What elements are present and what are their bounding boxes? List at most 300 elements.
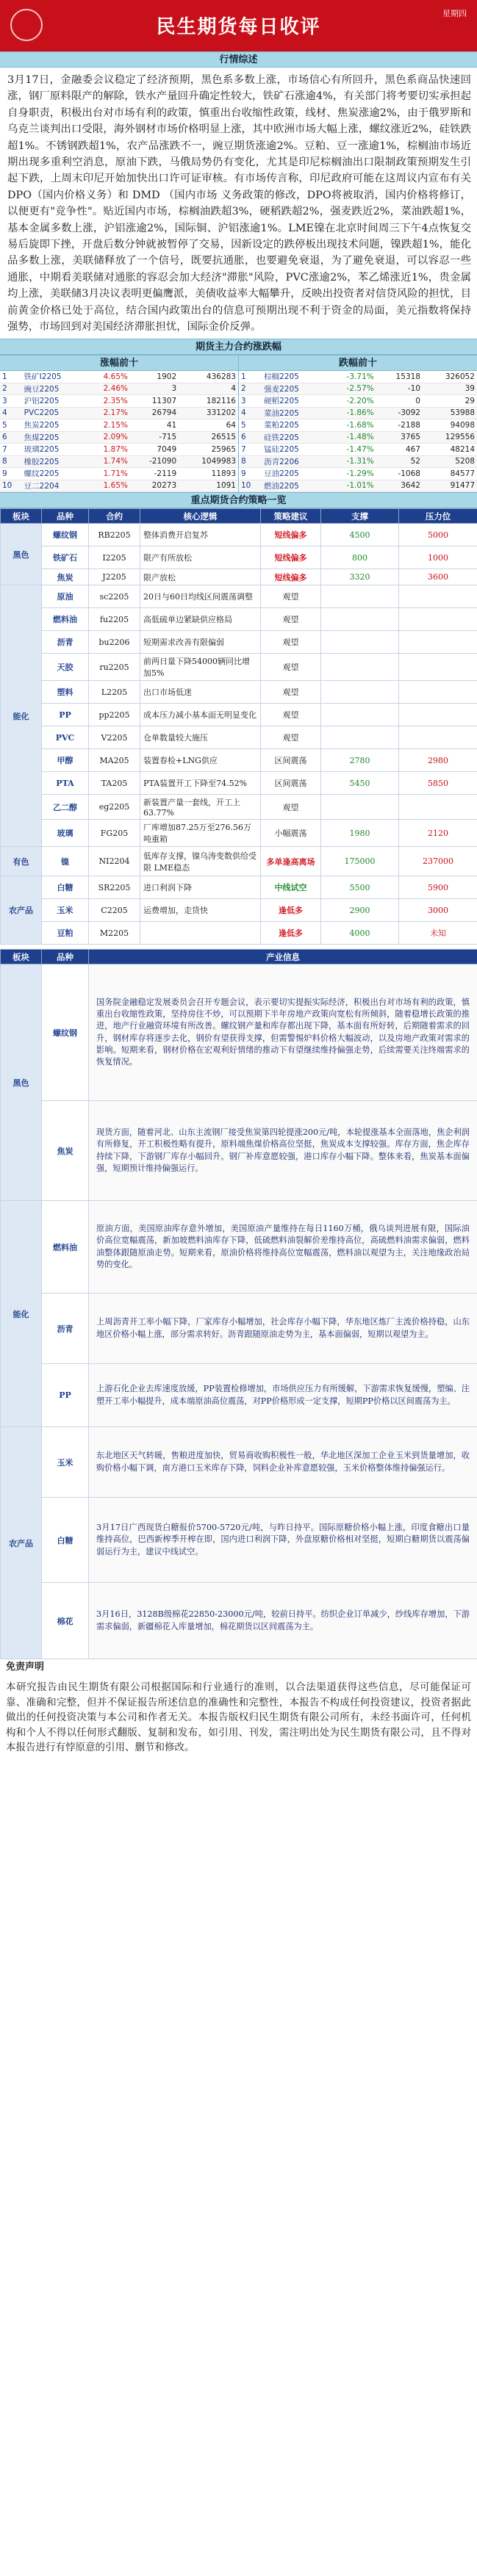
strategy-row <box>1 546 477 569</box>
support-cell <box>321 681 399 704</box>
strategy-col-header: 合约 <box>89 509 140 524</box>
product-cell: 天胶 <box>42 654 89 681</box>
industry-product-cell: 焦炭 <box>42 1101 89 1201</box>
loser-contract: 棕榈2205 <box>262 371 325 383</box>
gainer-rank: 9 <box>0 468 22 480</box>
strategy-col-header: 策略建议 <box>261 509 321 524</box>
gainer-rank: 8 <box>0 455 22 468</box>
gainer-change: 2.17% <box>86 407 130 419</box>
industry-row <box>1 1498 477 1583</box>
gainer-change: 2.46% <box>86 383 130 395</box>
strategy-row <box>1 899 477 922</box>
logic-cell: 成本压力减小基本面无明显变化 <box>140 704 261 726</box>
loser-volume-change: -10 <box>376 383 423 395</box>
gainer-open-interest: 182116 <box>179 395 238 408</box>
strategy-row <box>1 631 477 654</box>
contract-cell: J2205 <box>89 569 140 585</box>
logic-cell: 限产放松 <box>140 569 261 585</box>
strategy-row <box>1 847 477 876</box>
gainer-open-interest: 436283 <box>179 371 238 383</box>
advice-cell: 观望 <box>261 704 321 726</box>
loser-change: -1.29% <box>325 468 376 480</box>
support-cell: 5500 <box>321 876 399 899</box>
resistance-cell <box>399 704 477 726</box>
resistance-cell: 3000 <box>399 899 477 922</box>
loser-rank: 6 <box>239 431 262 444</box>
loser-rank: 1 <box>239 371 262 383</box>
gainer-contract: 焦炭2205 <box>22 419 86 432</box>
gainer-contract: 沪铝2205 <box>22 395 86 408</box>
loser-row <box>239 455 477 468</box>
loser-open-interest: 94098 <box>423 419 477 432</box>
loser-row <box>239 419 477 432</box>
loser-row <box>239 444 477 456</box>
support-cell <box>321 704 399 726</box>
strategy-row <box>1 608 477 631</box>
gainer-contract: 豌豆2205 <box>22 383 86 395</box>
product-cell: 螺纹钢 <box>42 524 89 546</box>
product-cell: 焦炭 <box>42 569 89 585</box>
industry-row <box>1 1427 477 1498</box>
gainer-volume-change: 1902 <box>130 371 179 383</box>
gainer-change: 1.74% <box>86 455 130 468</box>
loser-volume-change: 15318 <box>376 371 423 383</box>
loser-change: -1.31% <box>325 455 376 468</box>
gainer-rank: 7 <box>0 444 22 456</box>
logic-cell: 装置春检+LNG供应 <box>140 749 261 772</box>
industry-product-cell: PP <box>42 1364 89 1427</box>
contract-cell: V2205 <box>89 726 140 749</box>
sector-cell: 有色 <box>1 847 42 876</box>
strategy-heading: 重点期货合约策略一览 <box>0 492 477 508</box>
support-cell: 3320 <box>321 569 399 585</box>
logic-cell: 整体消费开启复苏 <box>140 524 261 546</box>
industry-info-text: 3月16日，3128B级棉花22850-23000元/吨，较前日持平。纺织企业订单减少，纱线库存增加，下游需求偏弱，新疆棉花入库量增加，棉花期货以区间震荡为主。 <box>96 1609 470 1631</box>
strategy-row <box>1 524 477 546</box>
support-cell: 1980 <box>321 820 399 847</box>
loser-volume-change: 467 <box>376 444 423 456</box>
sector-cell: 农产品 <box>1 876 42 945</box>
advice-cell: 区间震荡 <box>261 749 321 772</box>
product-cell: PVC <box>42 726 89 749</box>
support-cell <box>321 654 399 681</box>
gainers-column <box>0 355 238 493</box>
gainer-volume-change: -21090 <box>130 455 179 468</box>
industry-col-header: 板块 <box>1 950 42 964</box>
strategy-row <box>1 726 477 749</box>
strategy-col-header: 压力位 <box>399 509 477 524</box>
industry-info-text: 上游石化企业去库速度放缓，PP装置检修增加，市场供应压力有所缓解，下游需求恢复缓慢，塑编、注塑开工率小幅提升，成本端原油高位震荡，对PP价格形成一定支撑，短期PP价格以区间震荡为主。 <box>96 1384 470 1406</box>
industry-row <box>1 1583 477 1659</box>
gainer-volume-change: 41 <box>130 419 179 432</box>
strategy-row <box>1 569 477 585</box>
advice-cell: 多单逢高离场 <box>261 847 321 876</box>
gainer-row <box>0 468 238 480</box>
resistance-cell: 5900 <box>399 876 477 899</box>
loser-change: -1.47% <box>325 444 376 456</box>
gainer-change: 1.71% <box>86 468 130 480</box>
industry-info-cell <box>89 1294 477 1364</box>
advice-cell: 观望 <box>261 585 321 608</box>
support-cell: 4000 <box>321 922 399 945</box>
disclaimer-text: 本研究报告由民生期货有限公司根据国际和行业通行的准则，以合法渠道获得这些信息，尽可能保证可靠、准确和完整，但并不保证报告所述信息的准确性和完整性，本报告不构成任何投资建议，投资者据此做出的任何投资决策与本公司和作者无关。本报告版权归民生期货有限公司所有，未经书面许可，任何机构和个人不得以任何形式翻版、复制和发布，如引用、刊发，需注明出处为民生期货有限公司，且不得对本报告进行有悖原意的引用、删节和修改。 <box>6 1681 471 1753</box>
loser-volume-change: -1068 <box>376 468 423 480</box>
product-cell: 原油 <box>42 585 89 608</box>
loser-rank: 10 <box>239 480 262 492</box>
loser-change: -1.01% <box>325 480 376 492</box>
logic-cell: 新装置产量一套线，开工上63.77% <box>140 795 261 820</box>
gainer-contract: 橡胶2205 <box>22 455 86 468</box>
gainer-change: 1.65% <box>86 480 130 492</box>
product-cell: 豆粕 <box>42 922 89 945</box>
industry-row <box>1 964 477 1101</box>
strategy-row <box>1 820 477 847</box>
industry-info-cell <box>89 964 477 1101</box>
contract-cell: MA205 <box>89 749 140 772</box>
loser-rank: 7 <box>239 444 262 456</box>
logic-cell <box>140 922 261 945</box>
advice-cell: 小幅震荡 <box>261 820 321 847</box>
loser-change: -3.71% <box>325 371 376 383</box>
loser-change: -2.20% <box>325 395 376 408</box>
gainer-row <box>0 444 238 456</box>
advice-cell: 逢低多 <box>261 922 321 945</box>
industry-info-cell <box>89 1364 477 1427</box>
industry-info-text: 现货方面，随着河北、山东主流钢厂接受焦炭第四轮提涨200元/吨，本轮提涨基本全面落地，焦企利润有所修复，开工积极性略有提升，原料端焦煤价格高位坚挺，焦炭成本支撑较强。库存方面，焦企库存持续下降，下游钢厂库存小幅回升。钢厂补库意愿较强，港口库存小幅下降。整体来看，焦炭基本面偏强，短期预计维持偏强运行。 <box>96 1128 470 1173</box>
support-cell <box>321 608 399 631</box>
contract-cell: FG205 <box>89 820 140 847</box>
industry-product-cell: 棉花 <box>42 1583 89 1659</box>
advice-cell: 短线偏多 <box>261 569 321 585</box>
resistance-cell: 2120 <box>399 820 477 847</box>
gainer-row <box>0 480 238 492</box>
strategy-row <box>1 876 477 899</box>
industry-info-cell <box>89 1101 477 1201</box>
gainer-volume-change: 20273 <box>130 480 179 492</box>
loser-open-interest: 5208 <box>423 455 477 468</box>
gainer-open-interest: 1091 <box>179 480 238 492</box>
loser-rank: 8 <box>239 455 262 468</box>
contract-cell: L2205 <box>89 681 140 704</box>
support-cell <box>321 631 399 654</box>
resistance-cell <box>399 681 477 704</box>
gainer-volume-change: 7049 <box>130 444 179 456</box>
strategy-col-header: 板块 <box>1 509 42 524</box>
market-review-text: 3月17日，金融委会议稳定了经济预期，黑色系多数上涨，市场信心有所回升，黑色系商品快速回涨，钢厂原料限产的解除，铁水产量回升确定性较大，铁矿石涨逾4%，有关部门将考要切实承担起自身职责，积极出台对市场有利的政策，慎重出台收缩性政策，线材、焦炭涨逾2%，由于俄罗斯和乌克兰谈判出口受限，海外钢材市场价格明显上涨，其中欧洲市场大幅上涨，螺纹涨近2%，硅铁跌超1%。不锈钢跌超1%，农产品涨跌不一，豌豆期货涨逾2%。豆粕、豆一涨逾1%，棕榈油市场近期出现多重利空消息，原油下跌，马俄局势仍有变化，尤其是印尼棕榈油出口限制政策预期发生引起下跌，上周末印尼开始加快出口许可证审核。有市场传言称，印尼政府可能在这周议内宣布有关 DPO（国内价格义务）和 DMD （国内市场 义务政策的修改，DPO将被取消，国内价格将修订，以便更有"竞争性"。贴近国内市场，棕榈油跌超3%，硬稻跌超2%，强麦跌近2%，菜油跌超1%，基本金属多数上涨，沪铝涨逾2%，国际铜、沪铝涨逾1%。LME镍在北京时间周三下午4点恢复交易后旋即下挫，开盘后数分钟就被暂停了交易，因新设定的跌停板出现技术问题，镍跌超1%，能化品多数上涨，美联储释放了一个信号，既要抗通胀，也要避免衰退，为了避免衰退，可以容忍一些通胀，中期看美联储对通胀的容忍会加大经济"滞胀"风险，PVC涨逾2%，苯乙烯涨近1%，贵金属均上涨，美联储3月决议表明更偏鹰派，美债收益率大幅攀升，反映出投资者对信贷风险的担忧，目前黄金价格已处于高位，结合国内政策出台的信息可预期出现不利于资金的局面，美元指数将保持强势，市场回到对美国经济滞胀担忧，国际金价反弹。 <box>7 74 471 333</box>
strategy-row <box>1 795 477 820</box>
gainers-heading: 涨幅前十 <box>0 355 238 371</box>
industry-product-cell: 玉米 <box>42 1427 89 1498</box>
gainer-row <box>0 371 238 383</box>
product-cell: 铁矿石 <box>42 546 89 569</box>
resistance-cell: 未知 <box>399 922 477 945</box>
industry-sector-cell: 能化 <box>1 1201 42 1427</box>
loser-volume-change: 3765 <box>376 431 423 444</box>
gainer-contract: 螺纹2205 <box>22 468 86 480</box>
loser-rank: 9 <box>239 468 262 480</box>
product-cell: 乙二醇 <box>42 795 89 820</box>
gainer-volume-change: 11307 <box>130 395 179 408</box>
gainer-open-interest: 25965 <box>179 444 238 456</box>
gainer-volume-change: -2119 <box>130 468 179 480</box>
industry-col-header: 品种 <box>42 950 89 964</box>
gainer-change: 1.87% <box>86 444 130 456</box>
loser-contract: 硬稻2205 <box>262 395 325 408</box>
loser-row <box>239 407 477 419</box>
advice-cell: 观望 <box>261 608 321 631</box>
loser-contract: 沥青2206 <box>262 455 325 468</box>
contract-cell: pp2205 <box>89 704 140 726</box>
gainer-change: 4.65% <box>86 371 130 383</box>
gainer-rank: 4 <box>0 407 22 419</box>
report-header <box>0 0 477 51</box>
logic-cell: 前两日量下降54000辆同比增加5% <box>140 654 261 681</box>
loser-rank: 4 <box>239 407 262 419</box>
loser-open-interest: 326052 <box>423 371 477 383</box>
gainer-open-interest: 11893 <box>179 468 238 480</box>
product-cell: 玉米 <box>42 899 89 922</box>
contract-cell: RB2205 <box>89 524 140 546</box>
strategy-col-header: 支撑 <box>321 509 399 524</box>
loser-contract: 强麦2205 <box>262 383 325 395</box>
industry-info-cell <box>89 1583 477 1659</box>
report-title: 民生期货每日收评 <box>156 16 321 38</box>
logic-cell: 高低硫单边紧缺供应格局 <box>140 608 261 631</box>
loser-contract: 锰硅2205 <box>262 444 325 456</box>
logic-cell: 20日与60日均线区间震荡调整 <box>140 585 261 608</box>
loser-change: -1.86% <box>325 407 376 419</box>
contract-cell: fu2205 <box>89 608 140 631</box>
resistance-cell <box>399 608 477 631</box>
gainer-change: 2.35% <box>86 395 130 408</box>
gainer-change: 2.15% <box>86 419 130 432</box>
gainer-rank: 3 <box>0 395 22 408</box>
advice-cell: 观望 <box>261 726 321 749</box>
weekday-label: 星期四 <box>442 9 467 18</box>
gainer-open-interest: 26515 <box>179 431 238 444</box>
loser-row <box>239 383 477 395</box>
gainer-row <box>0 419 238 432</box>
contract-cell: bu2206 <box>89 631 140 654</box>
industry-info-text: 国务院金融稳定发展委员会召开专题会议，表示要切实提振实际经济，积极出台对市场有利的政策，慎重出台收缩性政策，坚持房住不炒，可以预期下半年房地产政策向宽松有所倾斜，随着稳增长政策的推进，地产行业融资环境有所改善。螺纹钢产量和库存都出现下降，基本面有所好转，后期随着需求的回升，钢材库存将逐步去化，钢价有望获得支撑，但需警惕炉料价格大幅波动，以及房地产政策对需求的影响。短期来看，钢材价格在宏观利好情绪的推动下有望继续维持偏强走势，后续需要关注终端需求的恢复情况。 <box>96 997 470 1067</box>
industry-row <box>1 1294 477 1364</box>
strategy-row <box>1 585 477 608</box>
product-cell: 燃料油 <box>42 608 89 631</box>
loser-row <box>239 480 477 492</box>
resistance-cell <box>399 654 477 681</box>
strategy-row <box>1 772 477 795</box>
contract-cell: I2205 <box>89 546 140 569</box>
industry-row <box>1 1364 477 1427</box>
gainer-contract: 豆二2204 <box>22 480 86 492</box>
gainer-rank: 5 <box>0 419 22 432</box>
gainer-open-interest: 64 <box>179 419 238 432</box>
support-cell: 175000 <box>321 847 399 876</box>
support-cell: 4500 <box>321 524 399 546</box>
product-cell: PP <box>42 704 89 726</box>
support-cell <box>321 585 399 608</box>
support-cell: 2780 <box>321 749 399 772</box>
loser-rank: 5 <box>239 419 262 432</box>
product-cell: 沥青 <box>42 631 89 654</box>
contract-cell: ru2205 <box>89 654 140 681</box>
loser-change: -2.57% <box>325 383 376 395</box>
top-movers-heading: 期货主力合约涨跌幅 <box>0 339 477 355</box>
industry-col-header: 产业信息 <box>89 950 477 964</box>
resistance-cell <box>399 795 477 820</box>
advice-cell: 观望 <box>261 681 321 704</box>
loser-contract: 菜粕2205 <box>262 419 325 432</box>
resistance-cell <box>399 585 477 608</box>
industry-info-cell <box>89 1498 477 1583</box>
gainer-contract: 焦煤2205 <box>22 431 86 444</box>
logic-cell: 进口利润下降 <box>140 876 261 899</box>
loser-open-interest: 129556 <box>423 431 477 444</box>
gainer-rank: 1 <box>0 371 22 383</box>
product-cell: PTA <box>42 772 89 795</box>
gainer-row <box>0 395 238 408</box>
resistance-cell: 5000 <box>399 524 477 546</box>
loser-contract: 硅铁2205 <box>262 431 325 444</box>
support-cell: 800 <box>321 546 399 569</box>
gainer-contract: PVC2205 <box>22 407 86 419</box>
advice-cell: 中线试空 <box>261 876 321 899</box>
industry-product-cell: 燃料油 <box>42 1201 89 1294</box>
loser-volume-change: 0 <box>376 395 423 408</box>
gainer-row <box>0 455 238 468</box>
strategy-row <box>1 704 477 726</box>
contract-cell: M2205 <box>89 922 140 945</box>
industry-sector-cell: 农产品 <box>1 1427 42 1659</box>
industry-row <box>1 1101 477 1201</box>
loser-open-interest: 39 <box>423 383 477 395</box>
industry-info-cell <box>89 1427 477 1498</box>
losers-column <box>238 355 477 493</box>
resistance-cell: 237000 <box>399 847 477 876</box>
support-cell: 2900 <box>321 899 399 922</box>
loser-open-interest: 91477 <box>423 480 477 492</box>
industry-info-text: 3月17日广西现货白糖报价5700-5720元/吨，与昨日持平。国际原糖价格小幅上涨，印度食糖出口量维持高位，巴西新榨季开榨在即，国内进口利润下降，外盘原糖价格相对坚挺，短期白糖期货以震荡偏弱运行为主，建议中线试空。 <box>96 1523 470 1556</box>
resistance-cell <box>399 631 477 654</box>
losers-heading: 跌幅前十 <box>239 355 477 371</box>
advice-cell: 短线偏多 <box>261 524 321 546</box>
losers-table <box>239 371 477 493</box>
loser-change: -1.68% <box>325 419 376 432</box>
loser-row <box>239 431 477 444</box>
gainer-row <box>0 407 238 419</box>
industry-info-cell <box>89 1201 477 1294</box>
loser-row <box>239 371 477 383</box>
advice-cell: 逢低多 <box>261 899 321 922</box>
gainer-volume-change: 3 <box>130 383 179 395</box>
loser-open-interest: 53988 <box>423 407 477 419</box>
sector-cell: 能化 <box>1 585 42 847</box>
logic-cell: 低库存支撑，镍乌涛变数供给受限 LME稳态 <box>140 847 261 876</box>
gainer-volume-change: 26794 <box>130 407 179 419</box>
loser-rank: 3 <box>239 395 262 408</box>
gainer-change: 2.09% <box>86 431 130 444</box>
industry-info-text: 原油方面，美国原油库存意外增加，美国原油产量维持在每日1160万桶，俄乌谈判进展有限，国际油价高位宽幅震荡，新加坡燃料油库存下降，低硫燃料油裂解价差维持高位，高硫燃料油需求偏弱，燃料油整体跟随原油走势。短期来看，原油价格将维持高位宽幅震荡，燃料油以观望为主，关注地缘政治局势的变化。 <box>96 1224 470 1269</box>
support-cell <box>321 726 399 749</box>
gainer-volume-change: -715 <box>130 431 179 444</box>
gainer-row <box>0 383 238 395</box>
product-cell: 塑料 <box>42 681 89 704</box>
contract-cell: C2205 <box>89 899 140 922</box>
gainer-contract: 玻璃2205 <box>22 444 86 456</box>
loser-rank: 2 <box>239 383 262 395</box>
advice-cell: 观望 <box>261 631 321 654</box>
support-cell: 5450 <box>321 772 399 795</box>
logic-cell: 出口市场低迷 <box>140 681 261 704</box>
support-cell <box>321 795 399 820</box>
gainer-rank: 6 <box>0 431 22 444</box>
loser-volume-change: 52 <box>376 455 423 468</box>
gainer-contract: 铁矿I2205 <box>22 371 86 383</box>
strategy-row <box>1 922 477 945</box>
logic-cell: 运费增加，走货快 <box>140 899 261 922</box>
loser-open-interest: 84577 <box>423 468 477 480</box>
product-cell: 甲醇 <box>42 749 89 772</box>
logic-cell: 短期需求改善有限偏弱 <box>140 631 261 654</box>
gainer-open-interest: 4 <box>179 383 238 395</box>
contract-cell: NI2204 <box>89 847 140 876</box>
sector-cell: 黑色 <box>1 524 42 585</box>
industry-info-text: 上周沥青开工率小幅下降，厂家库存小幅增加，社会库存小幅下降，华东地区炼厂主流价格持稳，山东地区价格小幅上涨，部分需求转好。沥青跟随原油走势为主，基本面偏弱，短期以观望为主。 <box>96 1317 470 1339</box>
loser-row <box>239 395 477 408</box>
resistance-cell: 1000 <box>399 546 477 569</box>
gainer-open-interest: 331202 <box>179 407 238 419</box>
industry-info-text: 东北地区天气转暖，售粮进度加快，贸易商收购积极性一般，华北地区深加工企业玉米到货量增加，收购价格小幅下调，南方港口玉米库存下降，饲料企业补库意愿较强，玉米价格整体维持偏强运行。 <box>96 1451 470 1473</box>
resistance-cell: 3600 <box>399 569 477 585</box>
product-cell: 玻璃 <box>42 820 89 847</box>
resistance-cell <box>399 726 477 749</box>
loser-contract: 菜油2205 <box>262 407 325 419</box>
advice-cell: 短线偏多 <box>261 546 321 569</box>
gainers-table <box>0 371 238 493</box>
industry-table <box>0 949 477 1659</box>
industry-product-cell: 白糖 <box>42 1498 89 1583</box>
advice-cell: 区间震荡 <box>261 772 321 795</box>
strategy-col-header: 核心逻辑 <box>140 509 261 524</box>
gainer-open-interest: 1049983 <box>179 455 238 468</box>
industry-row <box>1 1201 477 1294</box>
disclaimer-heading: 免责声明 <box>0 1659 477 1675</box>
contract-cell: TA205 <box>89 772 140 795</box>
resistance-cell: 5850 <box>399 772 477 795</box>
top-movers-panel <box>0 355 477 493</box>
gainer-rank: 2 <box>0 383 22 395</box>
gainer-rank: 10 <box>0 480 22 492</box>
resistance-cell: 2980 <box>399 749 477 772</box>
advice-cell: 观望 <box>261 795 321 820</box>
contract-cell: SR2205 <box>89 876 140 899</box>
strategy-col-header: 品种 <box>42 509 89 524</box>
strategy-row <box>1 749 477 772</box>
strategy-row <box>1 681 477 704</box>
contract-cell: sc2205 <box>89 585 140 608</box>
loser-volume-change: -2188 <box>376 419 423 432</box>
loser-volume-change: 3642 <box>376 480 423 492</box>
industry-sector-cell: 黑色 <box>1 964 42 1201</box>
industry-product-cell: 沥青 <box>42 1294 89 1364</box>
loser-open-interest: 48214 <box>423 444 477 456</box>
loser-contract: 燃油2205 <box>262 480 325 492</box>
contract-cell: eg2205 <box>89 795 140 820</box>
logic-cell: 厂库增加87.25万至276.56万吨重箱 <box>140 820 261 847</box>
product-cell: 白糖 <box>42 876 89 899</box>
strategy-table <box>0 508 477 945</box>
loser-open-interest: 29 <box>423 395 477 408</box>
